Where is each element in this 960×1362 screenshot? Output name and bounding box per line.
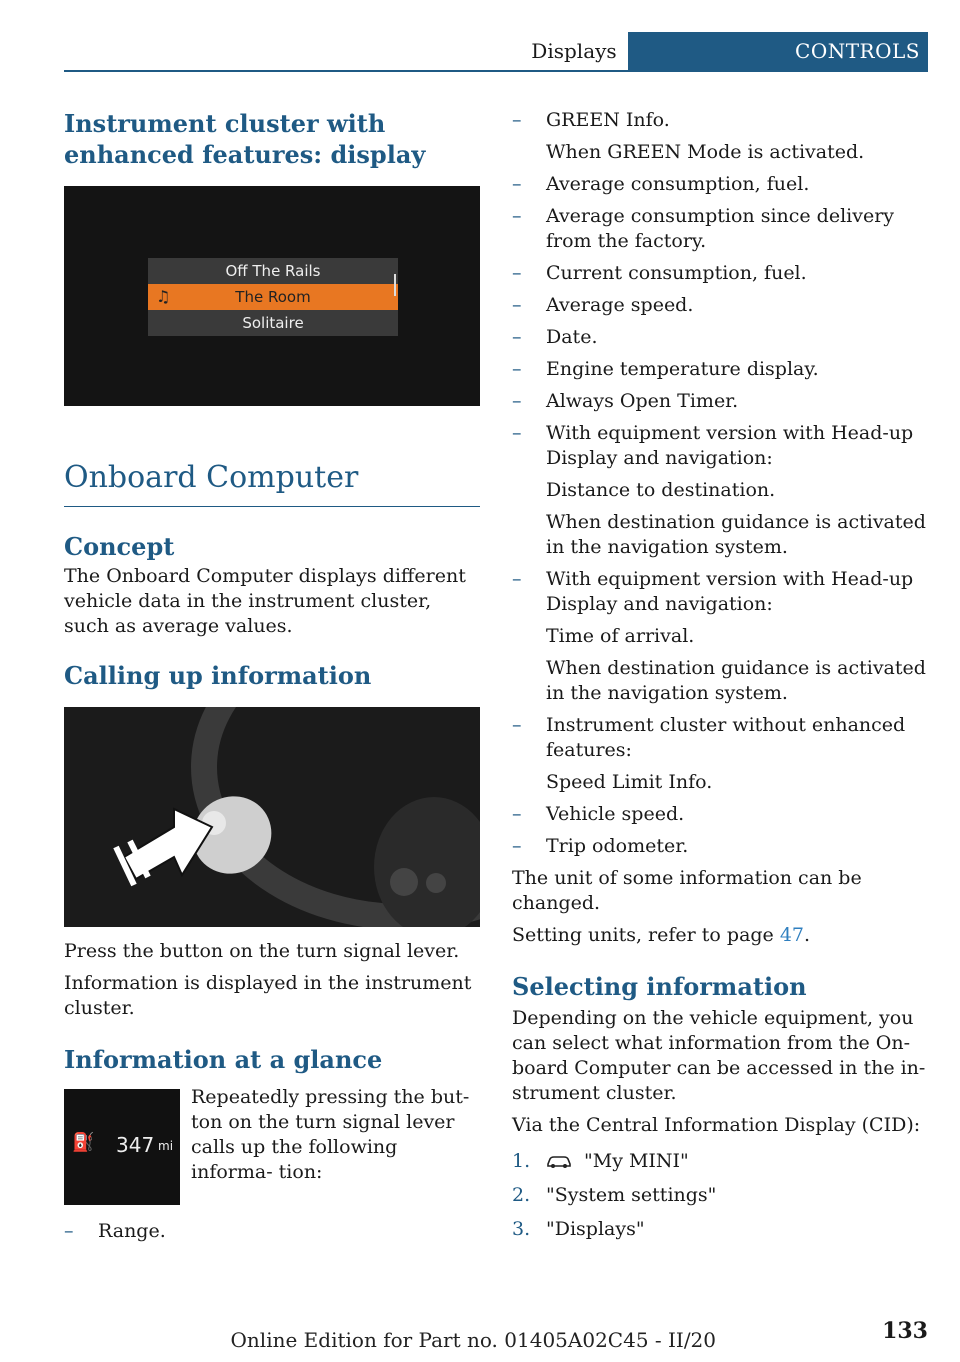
step-item	[512, 1217, 928, 1242]
setting-text: Setting units, refer to page 47.	[512, 924, 811, 946]
dash-bullet: –	[512, 262, 522, 284]
step-number: 3.	[512, 1218, 531, 1240]
enhanced-title: Instrument cluster with enhanced features: display	[64, 109, 426, 169]
item-text: With equipment version with Head-up Display and navigation:	[546, 422, 914, 469]
item-text: Always Open Timer.	[546, 390, 739, 412]
item-text: Current consumption, fuel.	[546, 262, 807, 284]
list-item	[512, 357, 928, 382]
item-text: Instrument cluster without enhanced features:	[546, 714, 906, 761]
info-text: Information is displayed in the instrument cluster.	[64, 972, 472, 1019]
dash-bullet: –	[512, 803, 522, 825]
right-column	[512, 108, 928, 1242]
step-item	[512, 1183, 928, 1208]
unit-text: The unit of some information can be changed.	[512, 867, 862, 914]
item-detail: Time of arrival.	[546, 625, 695, 647]
info-list	[512, 108, 928, 859]
lever-illustration	[64, 707, 480, 927]
range-display-image	[64, 1089, 180, 1205]
item-text: Date.	[546, 326, 598, 348]
concept-text: The Onboard Computer displays different vehicle data in the instrument cluster, such as average values.	[64, 565, 466, 637]
step-number: 2.	[512, 1184, 531, 1206]
range-unit: mi	[158, 1139, 174, 1153]
calling-heading: Calling up information	[64, 661, 372, 690]
turn-signal-lever-image	[64, 707, 480, 927]
list-item	[512, 108, 928, 165]
item-detail: Speed Limit Info.	[546, 771, 713, 793]
menu-item: Solitaire	[148, 310, 398, 336]
item-detail: When destination guidance is activated in the navigation system.	[546, 511, 926, 558]
scrollbar	[394, 274, 396, 296]
dash-bullet: –	[512, 109, 522, 131]
glance-heading: Information at a glance	[64, 1045, 383, 1074]
step-label[interactable]: "My MINI"	[584, 1150, 689, 1172]
list-item	[512, 713, 928, 795]
cluster-display-image	[64, 186, 480, 406]
item-text: Engine temperature display.	[546, 358, 819, 380]
dash-bullet: –	[512, 835, 522, 857]
item-text: Average speed.	[546, 294, 694, 316]
onboard-title: Onboard Computer	[64, 460, 359, 495]
page-link[interactable]: 47	[779, 924, 805, 946]
range-value: 347	[116, 1133, 155, 1157]
dash-bullet: –	[512, 294, 522, 316]
left-column	[64, 108, 480, 1244]
header-chapter: CONTROLS	[628, 32, 928, 70]
music-note-icon: ♫	[156, 287, 171, 306]
item-text: Average consumption since delivery from the factory.	[546, 205, 895, 252]
dash-bullet: –	[512, 205, 522, 227]
range-list	[64, 1219, 480, 1244]
item-detail: When GREEN Mode is activated.	[546, 141, 865, 163]
menu-item: Off The Rails	[148, 258, 398, 284]
item-text: Trip odometer.	[546, 835, 689, 857]
selecting-heading: Selecting information	[512, 972, 807, 1001]
step-label[interactable]: "Displays"	[546, 1218, 645, 1240]
steps-list	[512, 1149, 928, 1242]
list-item	[512, 325, 928, 350]
dash-bullet: –	[512, 358, 522, 380]
dash-bullet: –	[512, 173, 522, 195]
concept-heading: Concept	[64, 532, 175, 561]
car-icon	[546, 1150, 584, 1172]
dash-bullet: –	[512, 568, 522, 590]
via-text: Via the Central Information Display (CID):	[512, 1114, 921, 1136]
dash-bullet: –	[512, 390, 522, 412]
list-item	[512, 261, 928, 286]
glance-text: Repeatedly pressing the but- ton on the turn signal lever calls up the following informa- tion:	[191, 1086, 470, 1183]
item-text: GREEN Info.	[546, 109, 670, 131]
menu-list	[148, 258, 398, 336]
list-item	[512, 204, 928, 254]
step-number: 1.	[512, 1150, 531, 1172]
item-detail: When destination guidance is activated in the navigation system.	[546, 657, 926, 704]
page-number: 133	[882, 1318, 928, 1344]
press-text: Press the button on the turn signal lever.	[64, 940, 460, 962]
edition-text: Online Edition for Part no. 01405A02C45 - II/20	[230, 1328, 716, 1352]
list-item	[512, 834, 928, 859]
item-text: With equipment version with Head-up Display and navigation:	[546, 568, 914, 615]
dash-bullet: –	[512, 714, 522, 736]
dash-bullet: –	[512, 326, 522, 348]
menu-item-selected: ♫ The Room	[148, 284, 398, 310]
item-text: Average consumption, fuel.	[546, 173, 810, 195]
dash-bullet: –	[512, 422, 522, 444]
list-item	[512, 389, 928, 414]
list-item	[512, 567, 928, 706]
item-detail: Distance to destination.	[546, 479, 776, 501]
list-item: – Range.	[64, 1220, 166, 1242]
item-text: Vehicle speed.	[546, 803, 685, 825]
onboard-rule	[64, 506, 480, 507]
list-item	[512, 172, 928, 197]
step-label[interactable]: "System settings"	[546, 1184, 717, 1206]
list-item	[512, 802, 928, 827]
list-item	[512, 293, 928, 318]
selecting-text: Depending on the vehicle equipment, you can select what information from the On- board Computer can be accessed in the in- strument cluster.	[512, 1007, 926, 1104]
list-item	[512, 421, 928, 560]
header-section: Displays	[531, 39, 617, 63]
header-rule	[64, 70, 928, 72]
glance-block	[64, 1086, 480, 1205]
step-item	[512, 1149, 928, 1174]
fuel-pump-icon: ⛽	[72, 1132, 95, 1153]
dash-bullet: –	[64, 1220, 74, 1242]
